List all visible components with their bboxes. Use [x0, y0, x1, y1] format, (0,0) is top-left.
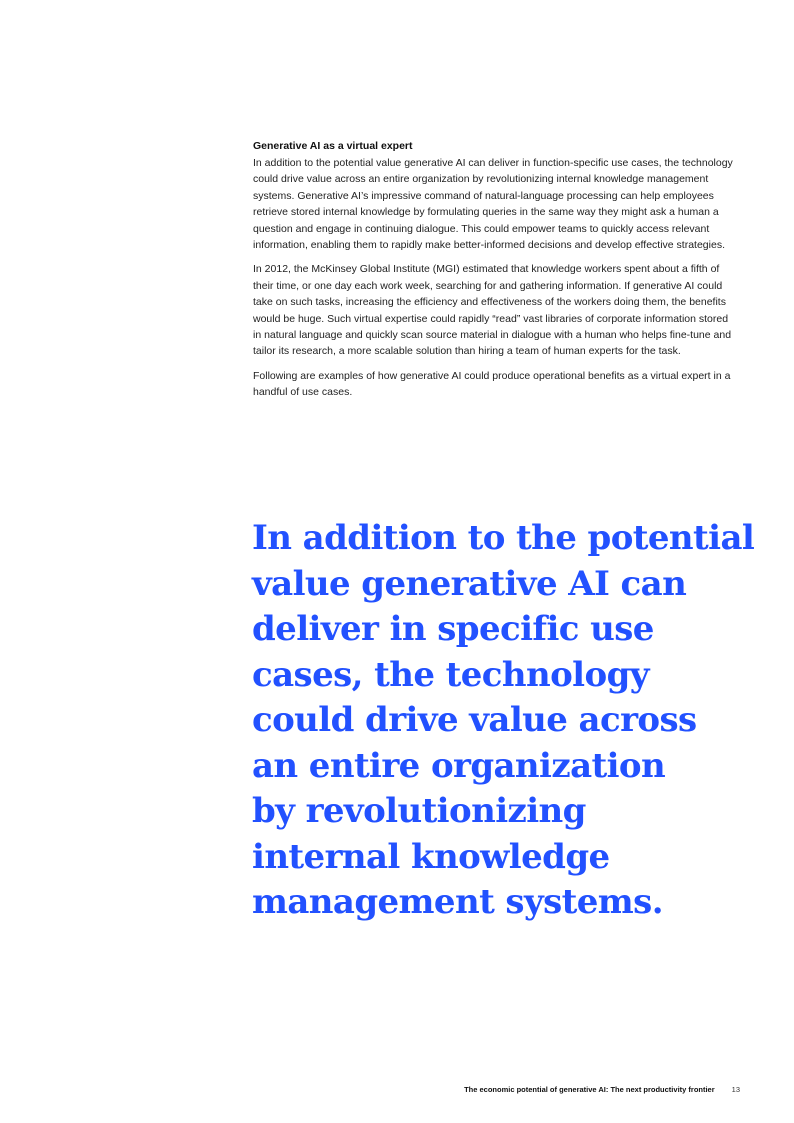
- pull-quote-line: an entire organization: [252, 745, 666, 786]
- footer-title: The economic potential of generative AI: The next productivity frontier: [464, 1085, 715, 1094]
- article-section: [253, 138, 738, 409]
- paragraph-3: Following are examples of how generative AI could produce operational benefits as a virtual expert in a handful of use cases.: [253, 369, 731, 399]
- paragraph-1: In addition to the potential value generative AI can deliver in function-specific use cases, the technology could drive value across an entire organization by revolutionizing internal knowledge management systems. Generative AI’s impressive command of natural-language processing can help employees retrieve stored internal knowledge by formulating queries in the same way they might ask a human a question and engage in continuing dialogue. This could empower teams to quickly access relevant information, enabling them to rapidly make better-informed decisions and develop effective strategies.: [253, 157, 733, 252]
- page-number: 13: [731, 1085, 740, 1094]
- pull-quote-line: deliver in specific use: [252, 609, 654, 649]
- pull-quote-line: cases, the technology: [252, 654, 649, 695]
- pull-quote: [252, 516, 755, 926]
- page-footer: [380, 1085, 740, 1094]
- pull-quote-line: by revolutionizing: [252, 791, 586, 831]
- pull-quote-line: In addition to the potential: [252, 518, 755, 558]
- pull-quote-line: management systems.: [252, 882, 663, 922]
- section-heading: Generative AI as a virtual expert: [253, 140, 413, 152]
- pull-quote-line: internal knowledge: [252, 836, 610, 877]
- pull-quote-line: could drive value across: [252, 700, 697, 740]
- pull-quote-line: value generative AI can: [252, 563, 687, 604]
- paragraph-2: In 2012, the McKinsey Global Institute (MGI) estimated that knowledge workers spent about a fifth of their time, or one day each work week, searching for and gathering information. If generative AI could take on such tasks, increasing the efficiency and effectiveness of the workers doing them, the benefits would be huge. Such virtual expertise could rapidly “read” vast libraries of corporate information stored in natural language and quickly scan source material in dialogue with a human who helps fine-tune and tailor its research, a more scalable solution than hiring a team of human experts for the task.: [253, 263, 732, 358]
